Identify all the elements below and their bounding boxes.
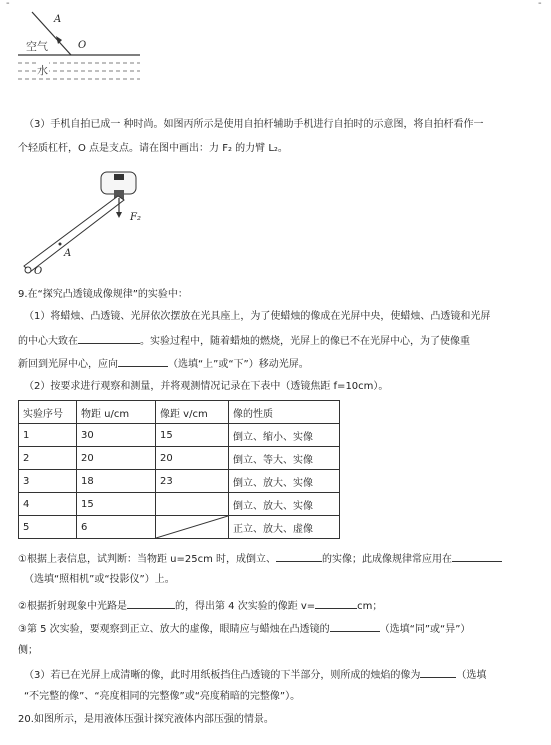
sub-1-a: ①根据上表信息，试判断：当物距 u=25cm 时，成倒立、 [18, 554, 277, 565]
sub-3-c: 侧； [18, 645, 38, 656]
blank-center-height[interactable] [78, 333, 140, 344]
stick-body [24, 196, 124, 272]
table-row [19, 493, 340, 516]
header-cell: 像的性质 [229, 401, 340, 424]
q9-title: 9.在“探究凸透镜成像规律”的实验中： [18, 289, 188, 300]
table-cell: 3 [19, 470, 77, 493]
sub-1-b: 的实像；此成像规律常应用在 [322, 554, 453, 565]
table-row [19, 516, 340, 539]
point-a-dot [59, 243, 62, 246]
sub-3-line [18, 621, 470, 637]
table-row [19, 447, 340, 470]
label-o2: O [34, 266, 43, 277]
table-cell: 倒立、放大、实像 [229, 470, 340, 493]
table-cell: 15 [77, 493, 156, 516]
table-cell: 20 [77, 447, 156, 470]
p3-b: （选填 [456, 670, 487, 681]
corner-mark-left: - [6, 0, 10, 9]
table-cell: 1 [19, 424, 77, 447]
sub-3-b: （选填“同”或“异”） [379, 624, 471, 635]
blank-same-side[interactable] [330, 621, 380, 632]
label-a: A [54, 14, 62, 25]
table-cell: 30 [77, 424, 156, 447]
blank-application[interactable] [452, 551, 502, 562]
q9-p1-line1: （1）将蜡烛、凸透镜、光屏依次摆放在光具座上，为了使蜡烛的像成在光屏中央，使蜡烛、凸透镜和光屏 [24, 311, 491, 322]
pivot-o [25, 267, 31, 273]
q9-p1-line3 [18, 356, 309, 372]
sub-2-b: 的，得出第 4 次实验的像距 v= [174, 601, 316, 612]
p3-a: （3）若已在光屏上成清晰的像，此时用纸板挡住凸透镜的下半部分，则所成的烛焰的像为 [24, 670, 421, 681]
force-arrow-head [116, 212, 122, 218]
table-cell: 2 [19, 447, 77, 470]
table-cell: 倒立、缩小、实像 [229, 424, 340, 447]
table-row [19, 424, 340, 447]
sub-2-c: cm； [357, 601, 383, 612]
q9-p1-line2-after: 。实验过程中，随着蜡烛的燃烧，光屏上的像已不在光屏中心，为了使像重 [140, 336, 470, 347]
blank-image-distance[interactable] [315, 598, 357, 609]
label-f2: F₂ [130, 212, 141, 223]
table-header-row [19, 401, 340, 424]
table-cell: 倒立、放大、实像 [229, 493, 340, 516]
table-cell: 正立、放大、虚像 [229, 516, 340, 539]
q3-line1: （3）手机自拍已成一 种时尚。如图丙所示是使用自拍杆辅助手机进行自拍时的示意图，将自拍杆看作一 [24, 119, 484, 130]
table-row [19, 470, 340, 493]
table-cell-slash [156, 516, 229, 539]
sub-1-c: （选填“照相机”或“投影仪”）上。 [24, 574, 175, 585]
q9-p1-line2-text: 的中心大致在 [18, 336, 78, 347]
q9-p1-line3-text: 新回到光屏中心，应向 [18, 359, 118, 370]
header-cell: 像距 v/cm [156, 401, 229, 424]
sub-2-a: ②根据折射现象中光路是 [18, 601, 127, 612]
diagonal-slash [156, 516, 228, 538]
table-cell: 23 [156, 470, 229, 493]
sub-3-a: ③第 5 次实验，要观察到正立、放大的虚像，眼睛应与蜡烛在凸透镜的 [18, 624, 330, 635]
table-cell: 倒立、等大、实像 [229, 447, 340, 470]
table-cell: 18 [77, 470, 156, 493]
table-cell: 4 [19, 493, 77, 516]
sub-2-line [18, 598, 382, 614]
table-cell: 5 [19, 516, 77, 539]
q9-p2-intro: （2）按要求进行观察和测量，并将观测情况记录在下表中（透镜焦距 f=10cm）。 [24, 381, 389, 392]
header-cell: 实验序号 [19, 401, 77, 424]
table-cell: 20 [156, 447, 229, 470]
phone-camera [114, 174, 124, 180]
header-cell: 物距 u/cm [77, 401, 156, 424]
sub-1-line1 [18, 551, 502, 567]
p3-line2: “不完整的像”、“亮度相同的完整像”或“亮度稍暗的完整像”）。 [24, 691, 301, 702]
label-air: 空气 [26, 40, 48, 53]
blank-image-size[interactable] [276, 551, 322, 562]
q9-p1-line3-after: （选填“上”或“下”）移动光屏。 [168, 359, 309, 370]
label-water: 水 [37, 64, 48, 77]
q20-line: 20.如图所示，是用液体压强计探究液体内部压强的情景。 [18, 714, 274, 725]
table-cell: 15 [156, 424, 229, 447]
q3-line2: 个轻质杠杆，O 点是支点。请在图中画出：力 F₂ 的力臂 L₂。 [18, 143, 288, 154]
blank-move-direction[interactable] [118, 356, 168, 367]
p3-line1 [24, 667, 486, 683]
corner-mark-right: - [538, 0, 542, 9]
q9-p1-line2 [18, 333, 470, 349]
table-cell: 6 [77, 516, 156, 539]
experiment-table [18, 400, 340, 539]
label-o: O [78, 40, 87, 51]
label-a2: A [64, 248, 72, 259]
table-cell-empty [156, 493, 229, 516]
blank-reversible[interactable] [127, 598, 175, 609]
blank-image-type[interactable] [420, 667, 456, 678]
